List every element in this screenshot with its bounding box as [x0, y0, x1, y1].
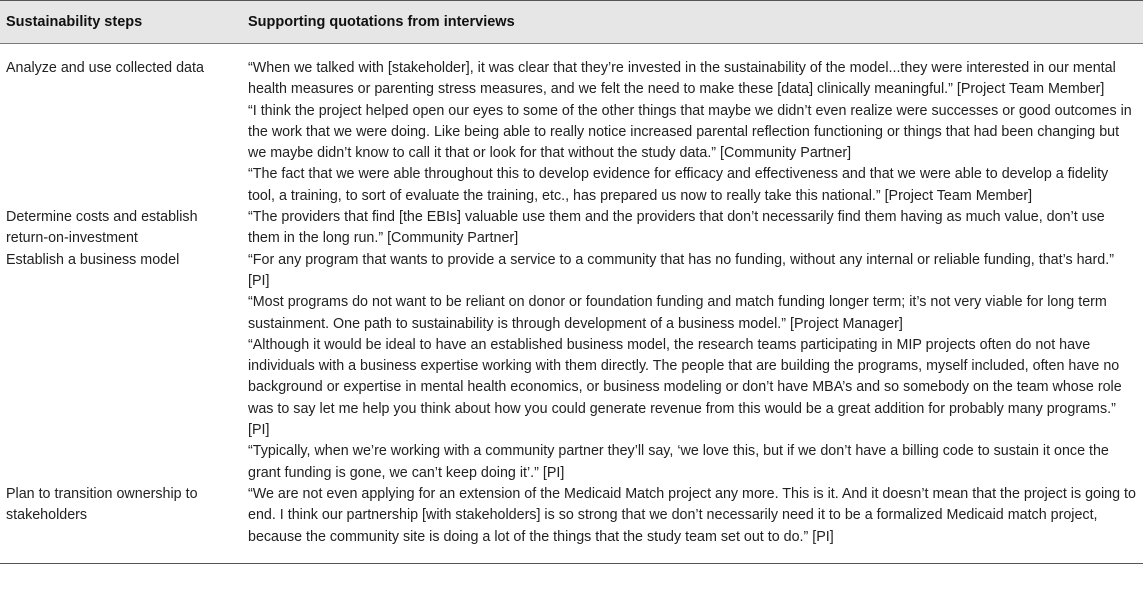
table-row — [0, 484, 1143, 563]
quotation: “We are not even applying for an extension of the Medicaid Match project any more. This is it. And it doesn’t mean that the project is going to end. I think our partnership [with stakeholders] is so strong that we don’t necessarily need it to be a formalized Medicaid match project, because the community site is doing a lot of the things that the study team set out to do.” [PI] — [248, 485, 1136, 545]
step-cell: Plan to transition ownership to stakeholders — [6, 485, 198, 524]
table-row — [0, 207, 1143, 250]
quotes-cell — [247, 484, 1143, 563]
quotation: “For any program that wants to provide a service to a community that has no funding, without any internal or reliable funding, that’s hard.” [PI] — [248, 251, 1114, 289]
quotation: “The providers that find [the EBIs] valuable use them and the providers that don’t necessarily find them having as much value, don’t use them in the long run.” [Community Partner] — [248, 209, 1105, 247]
table-row — [0, 44, 1143, 208]
header-sustainability-steps: Sustainability steps — [6, 14, 143, 30]
quotation: “Although it would be ideal to have an established business model, the research teams participating in MIP projects often do not have individuals with a business expertise working with them directly. The people that are building the programs, myself included, often have no background or expertise in mental health economics, or business modeling or don’t have MBA’s and so somebody on the team whose role was to say let me help you think about how you could generate revenue from this would be a great addition for probably many programs.” [PI] — [248, 336, 1122, 439]
table-header — [0, 1, 1143, 44]
quotation: “I think the project helped open our eyes to some of the other things that maybe we didn’t even realize were successes or good outcomes in the work that we were doing. Like being able to really notice increased parental reflection functioning or things that had been changing but we maybe didn’t know to call it that or look for that without the study data.” [Community Partner] — [248, 102, 1132, 162]
quotation: “Most programs do not want to be reliant on donor or foundation funding and match funding longer term; it’s not very viable for long term sustainment. One path to sustainability is through development of a business model.” [Project Manager] — [248, 294, 1107, 332]
quotation: “Typically, when we’re working with a community partner they’ll say, ‘we love this, but if we don’t have a billing code to sustain it once the grant funding is gone, we can’t keep doing it’.” [PI] — [248, 443, 1109, 481]
quotation: “The fact that we were able throughout this to develop evidence for efficacy and effectiveness and that we were able to develop a fidelity tool, a training, to sort of evaluate the training, etc., has prepared us now to really take this national.” [Project Team Member] — [248, 166, 1109, 204]
quotes-cell — [247, 44, 1143, 208]
step-cell: Determine costs and establish return-on-investment — [6, 209, 198, 247]
quotation: “When we talked with [stakeholder], it was clear that they’re invested in the sustainability of the model...they were interested in our mental health measures or parenting stress measures, and we felt the need to make these [data] clinically meaningful.” [Project Team Member] — [248, 60, 1116, 98]
table-body — [0, 44, 1143, 564]
header-supporting-quotations: Supporting quotations from interviews — [248, 14, 515, 30]
quotes-cell — [247, 207, 1143, 250]
step-cell: Establish a business model — [6, 251, 180, 268]
quotes-cell — [247, 250, 1143, 484]
table-row — [0, 250, 1143, 484]
header-row — [0, 1, 1143, 44]
step-cell: Analyze and use collected data — [6, 60, 204, 76]
